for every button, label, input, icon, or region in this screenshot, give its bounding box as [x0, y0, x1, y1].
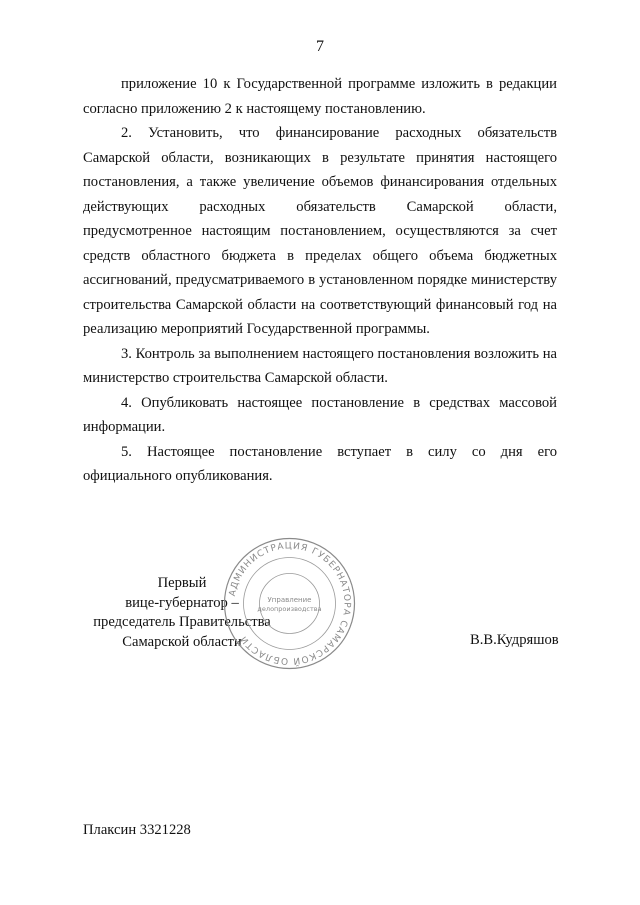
signatory-title-line: Первый	[157, 575, 207, 591]
author-note: Плаксин 3321228	[83, 822, 191, 838]
paragraph-appendix: приложение 10 к Государственной программе изложить в редакции согласно приложению 2 к настоящему постановлению.	[83, 76, 557, 117]
signatory-title-line: вице-губернатор –	[125, 594, 239, 611]
official-seal-stamp	[222, 536, 357, 671]
signatory-title-line: председатель Правительства	[93, 614, 271, 630]
stamp-inner-text-2: делопроизводства	[257, 605, 322, 613]
paragraph-publish: 4. Опубликовать настоящее постановление в средствах массовой информации.	[83, 394, 557, 435]
stamp-outer-text: АДМИНИСТРАЦИЯ ГУБЕРНАТОРА САМАРСКОЙ ОБЛАСТИ	[227, 541, 352, 666]
paragraph-effective: 5. Настоящее постановление вступает в силу со дня его официального опубликования.	[83, 443, 557, 484]
stamp-inner-text: Управление	[267, 596, 312, 604]
signatory-title-line: Самарской области	[122, 633, 242, 650]
paragraph-financing: 2. Установить, что финансирование расходных обязательств Самарской области, возникающих в результате принятия настоящего постановления, а также увеличение объемов финансирования отдельных действующих расходных обязательств Самарской области, предусмотренное настоящим постановлением, осуществляются за счет средств областного бюджета в пределах общего объема бюджетных ассигнований, предусматриваемого в установленном порядке министерству строительства Самарской области на соответствующий финансовый год на реализацию мероприятий Государственной программы.	[83, 125, 557, 337]
signatory-name: В.В.Кудряшов	[470, 632, 559, 648]
paragraph-control: 3. Контроль за выполнением настоящего постановления возложить на министерство строительства Самарской области.	[83, 345, 557, 386]
page-number: 7	[316, 38, 324, 55]
document-body	[83, 72, 557, 489]
